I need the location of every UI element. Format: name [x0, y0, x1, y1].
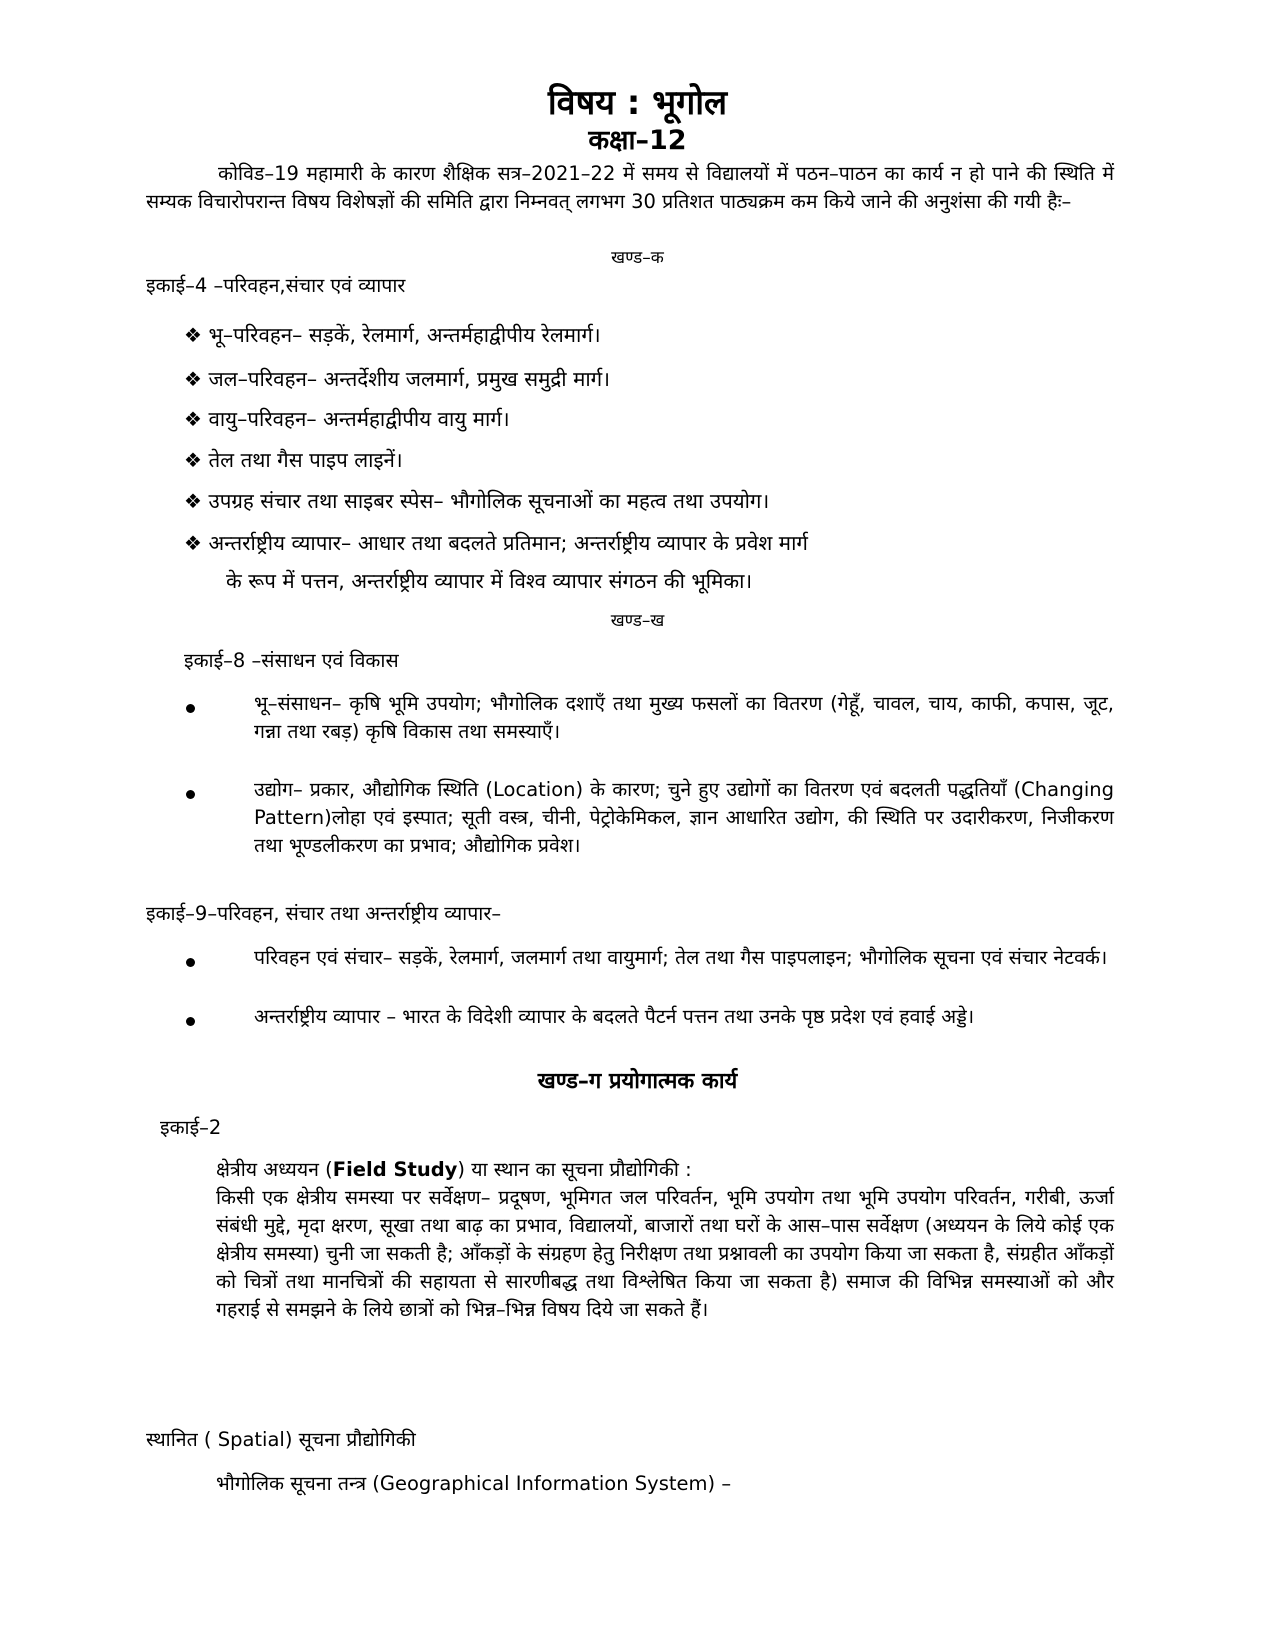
- section-a-heading: खण्ड–क: [611, 248, 664, 268]
- list-item: ❖ उपग्रह संचार तथा साइबर स्पेस– भौगोलिक सूचनाओं का महत्व तथा उपयोग।: [184, 489, 770, 513]
- unit-4-heading: इकाई–4 –परिवहन,संचार एवं व्यापार: [146, 274, 406, 297]
- section-c-heading: खण्ड–ग प्रयोगात्मक कार्य: [537, 1069, 738, 1094]
- list-item: ❖ भू–परिवहन– सड़कें, रेलमार्ग, अन्तर्महाद्वीपीय रेलमार्ग।: [184, 323, 601, 347]
- diamond-bullet-icon: ❖: [184, 367, 202, 391]
- list-item: ❖ जल–परिवहन– अन्तर्देशीय जलमार्ग, प्रमुख समुद्री मार्ग।: [184, 367, 610, 391]
- unit-9-heading: इकाई–9–परिवहन, संचार तथा अन्तर्राष्ट्रीय व्यापार–: [146, 902, 502, 925]
- list-item: ❖ वायु–परिवहन– अन्तर्महाद्वीपीय वायु मार्ग।: [184, 407, 510, 431]
- field-study-paragraph: किसी एक क्षेत्रीय समस्या पर सर्वेक्षण– प्रदूषण, भूमिगत जल परिवर्तन, भूमि उपयोग तथा भूमि उपयोग परिवर्तन, गरीबी, ऊर्जा संबंधी मुद्दे, मृदा क्षरण, सूखा तथा बाढ़ का प्रभाव, विद्यालयों, बाजारों तथा घरों के आस–पास सर्वेक्षण (अध्ययन के लिये कोई एक क्षेत्रीय समस्या) चुनी जा सकती है; आँकड़ों के संग्रहण हेतु निरीक्षण तथा प्रश्नावली का उपयोग किया जा सकता है, संग्रहीत आँकड़ों को चित्रों तथा मानचित्रों की सहायता से सारणीबद्ध तथा विश्लेषित किया जा सकता है) समाज की विभिन्न समस्याओं को और गहराई से समझने के लिये छात्रों को भिन्न–भिन्न विषय दिये जा सकते हैं।: [216, 1186, 1114, 1321]
- class-heading: कक्षा–12: [588, 125, 687, 156]
- unit-8-heading: इकाई–8 –संसाधन एवं विकास: [184, 649, 399, 672]
- document-title: विषय : भूगोल: [547, 83, 728, 123]
- field-study-heading: क्षेत्रीय अध्ययन (Field Study) या स्थान का सूचना प्रौद्योगिकी :: [216, 1158, 692, 1181]
- spatial-it-heading: स्थानित ( Spatial) सूचना प्रौद्योगिकी: [146, 1428, 416, 1451]
- diamond-bullet-icon: ❖: [184, 448, 202, 472]
- list-item: भू–संसाधन– कृषि भूमि उपयोग; भौगोलिक दशाएँ तथा मुख्य फसलों का वितरण (गेहूँ, चावल, चाय, काफी, कपास, जूट, गन्ना तथा रबड़) कृषि विकास तथा समस्याएँ।: [254, 692, 1114, 743]
- bullet-dot-icon: [186, 1017, 195, 1026]
- section-b-heading: खण्ड–ख: [610, 611, 665, 631]
- list-item: ❖ अन्तर्राष्ट्रीय व्यापार– आधार तथा बदलते प्रतिमान; अन्तर्राष्ट्रीय व्यापार के प्रवेश मार्ग: [184, 531, 808, 555]
- list-item: परिवहन एवं संचार– सड़कें, रेलमार्ग, जलमार्ग तथा वायुमार्ग; तेल तथा गैस पाइपलाइन; भौगोलिक सूचना एवं संचार नेटवर्क।: [254, 946, 1108, 969]
- bullet-dot-icon: [186, 790, 195, 799]
- bullet-dot-icon: [186, 704, 195, 713]
- gis-heading: भौगोलिक सूचना तन्त्र (Geographical Information System) –: [216, 1472, 732, 1495]
- diamond-bullet-icon: ❖: [184, 323, 202, 347]
- intro-paragraph: कोविड–19 महामारी के कारण शैक्षिक सत्र–2021–22 में समय से विद्यालयों में पठन–पाठन का कार्य न हो पाने की स्थिति में सम्यक विचारोपरान्त विषय विशेषज्ञों की समिति द्वारा निम्नवत् लगभग 30 प्रतिशत पाठ्यक्रम कम किये जाने की अनुशंसा की गयी हैः–: [146, 162, 1114, 213]
- diamond-bullet-icon: ❖: [184, 407, 202, 431]
- diamond-bullet-icon: ❖: [184, 489, 202, 513]
- list-item: अन्तर्राष्ट्रीय व्यापार – भारत के विदेशी व्यापार के बदलते पैटर्न पत्तन तथा उनके पृष्ठ प्रदेश एवं हवाई अड्डे।: [254, 1005, 975, 1028]
- diamond-bullet-icon: ❖: [184, 531, 202, 555]
- unit-2-heading: इकाई–2: [160, 1116, 222, 1139]
- list-item: ❖ तेल तथा गैस पाइप लाइनें।: [184, 448, 403, 472]
- list-item-continuation: के रूप में पत्तन, अन्तर्राष्ट्रीय व्यापार में विश्व व्यापार संगठन की भूमिका।: [226, 569, 753, 593]
- list-item: उद्योग– प्रकार, औद्योगिक स्थिति (Location) के कारण; चुने हुए उद्योगों का वितरण एवं बदलती पद्धतियाँ (Changing Pattern)लोहा एवं इस्पात; सूती वस्त्र, चीनी, पेट्रोकेमिकल, ज्ञान आधारित उद्योग, की स्थिति पर उदारीकरण, निजीकरण तथा भूण्डलीकरण का प्रभाव; औद्योगिक प्रवेश।: [254, 778, 1114, 857]
- bullet-dot-icon: [186, 958, 195, 967]
